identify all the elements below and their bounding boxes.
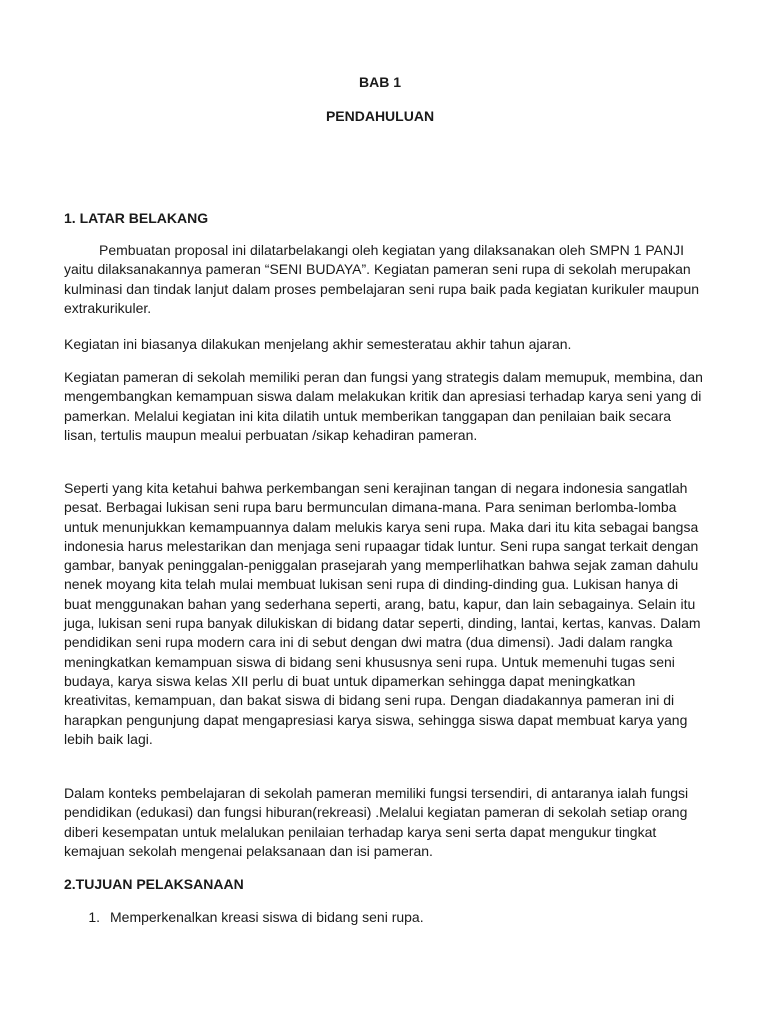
paragraph: Seperti yang kita ketahui bahwa perkembangan seni kerajinan tangan di negara indonesia sangatlah pesat. Berbagai lukisan seni rupa baru bermunculan dimana-mana. Para seniman berlomba-lomba untuk menunjukkan kemampuannya dalam melukis karya seni rupa. Maka dari itu kita sebagai bangsa indonesia harus melestarikan dan menjaga seni rupaagar tidak luntur. Seni rupa sangat terkait dengan gambar, banyak peninggalan-peniggalan prasejarah yang memperlihatkan bahwa sejak zaman dahulu nenek moyang kita telah mulai membuat lukisan seni rupa di dinding-dinding gua. Lukisan hanya di buat menggunakan bahan yang sederhana seperti, arang, batu, kapur, dan lain sebagainya. Selain itu juga, lukisan seni rupa banyak dilukiskan di bidang datar seperti, dinding, lantai, kertas, kanvas. Dalam pendidikan seni rupa modern cara ini di sebut dengan dwi matra (dua dimensi). Jadi dalam rangka meningkatkan kemampuan siswa di bidang seni khususnya seni rupa. Untuk memenuhi tugas seni budaya, karya siswa kelas XII perlu di buat untuk dipamerkan sehingga dapat meningkatkan kreativitas, kemampuan, dan bakat siswa di bidang seni rupa. Dengan diadakannya pameran ini di harapkan pengunjung dapat mengapresiasi karya siswa, sehingga siswa dapat membuat karya yang lebih baik lagi. xyxy=(64,480,701,747)
paragraph: Kegiatan ini biasanya dilakukan menjelang akhir semesteratau akhir tahun ajaran. xyxy=(64,336,572,352)
list-item-text: Memperkenalkan kreasi siswa di bidang seni rupa. xyxy=(110,909,424,925)
paragraph: Dalam konteks pembelajaran di sekolah pameran memiliki fungsi tersendiri, di antaranya ialah fungsi pendidikan (edukasi) dan fungsi hiburan(rekreasi) .Melalui kegiatan pameran di sekolah setiap orang diberi kesempatan untuk melalukan penilaian terhadap karya seni serta dapat mengukur tingkat kemajuan sekolah mengenai pelaksanaan dan isi pameran. xyxy=(64,785,689,859)
paragraph: Kegiatan pameran di sekolah memiliki peran dan fungsi yang strategis dalam memupuk, membina, dan mengembangkan kemampuan siswa dalam melakukan kritik dan apresiasi terhadap karya seni yang di pamerkan. Melalui kegiatan ini kita dilatih untuk memberikan tanggapan dan penilaian baik secara lisan, tertulis maupun mealui perbuatan /sikap kehadiran pameran. xyxy=(64,369,703,443)
chapter-label: BAB 1 xyxy=(358,74,401,90)
goal-list xyxy=(64,908,424,927)
section-heading-latar-belakang: 1. LATAR BELAKANG xyxy=(64,210,209,226)
list-item xyxy=(64,908,424,927)
chapter-title: PENDAHULUAN xyxy=(325,108,435,124)
section-heading-tujuan-pelaksanaan: 2.TUJUAN PELAKSANAAN xyxy=(64,876,244,892)
list-item-number: 1. xyxy=(88,909,100,925)
paragraph: Pembuatan proposal ini dilatarbelakangi oleh kegiatan yang dilaksanakan oleh SMPN 1 PANJI yaitu dilaksanakannya pameran “SENI BUDAYA”. Kegiatan pameran seni rupa di sekolah merupakan kulminasi dan tindak lanjut dalam proses pembelajaran seni rupa baik pada kegiatan kurikuler maupun extrakurikuler. xyxy=(64,242,700,316)
